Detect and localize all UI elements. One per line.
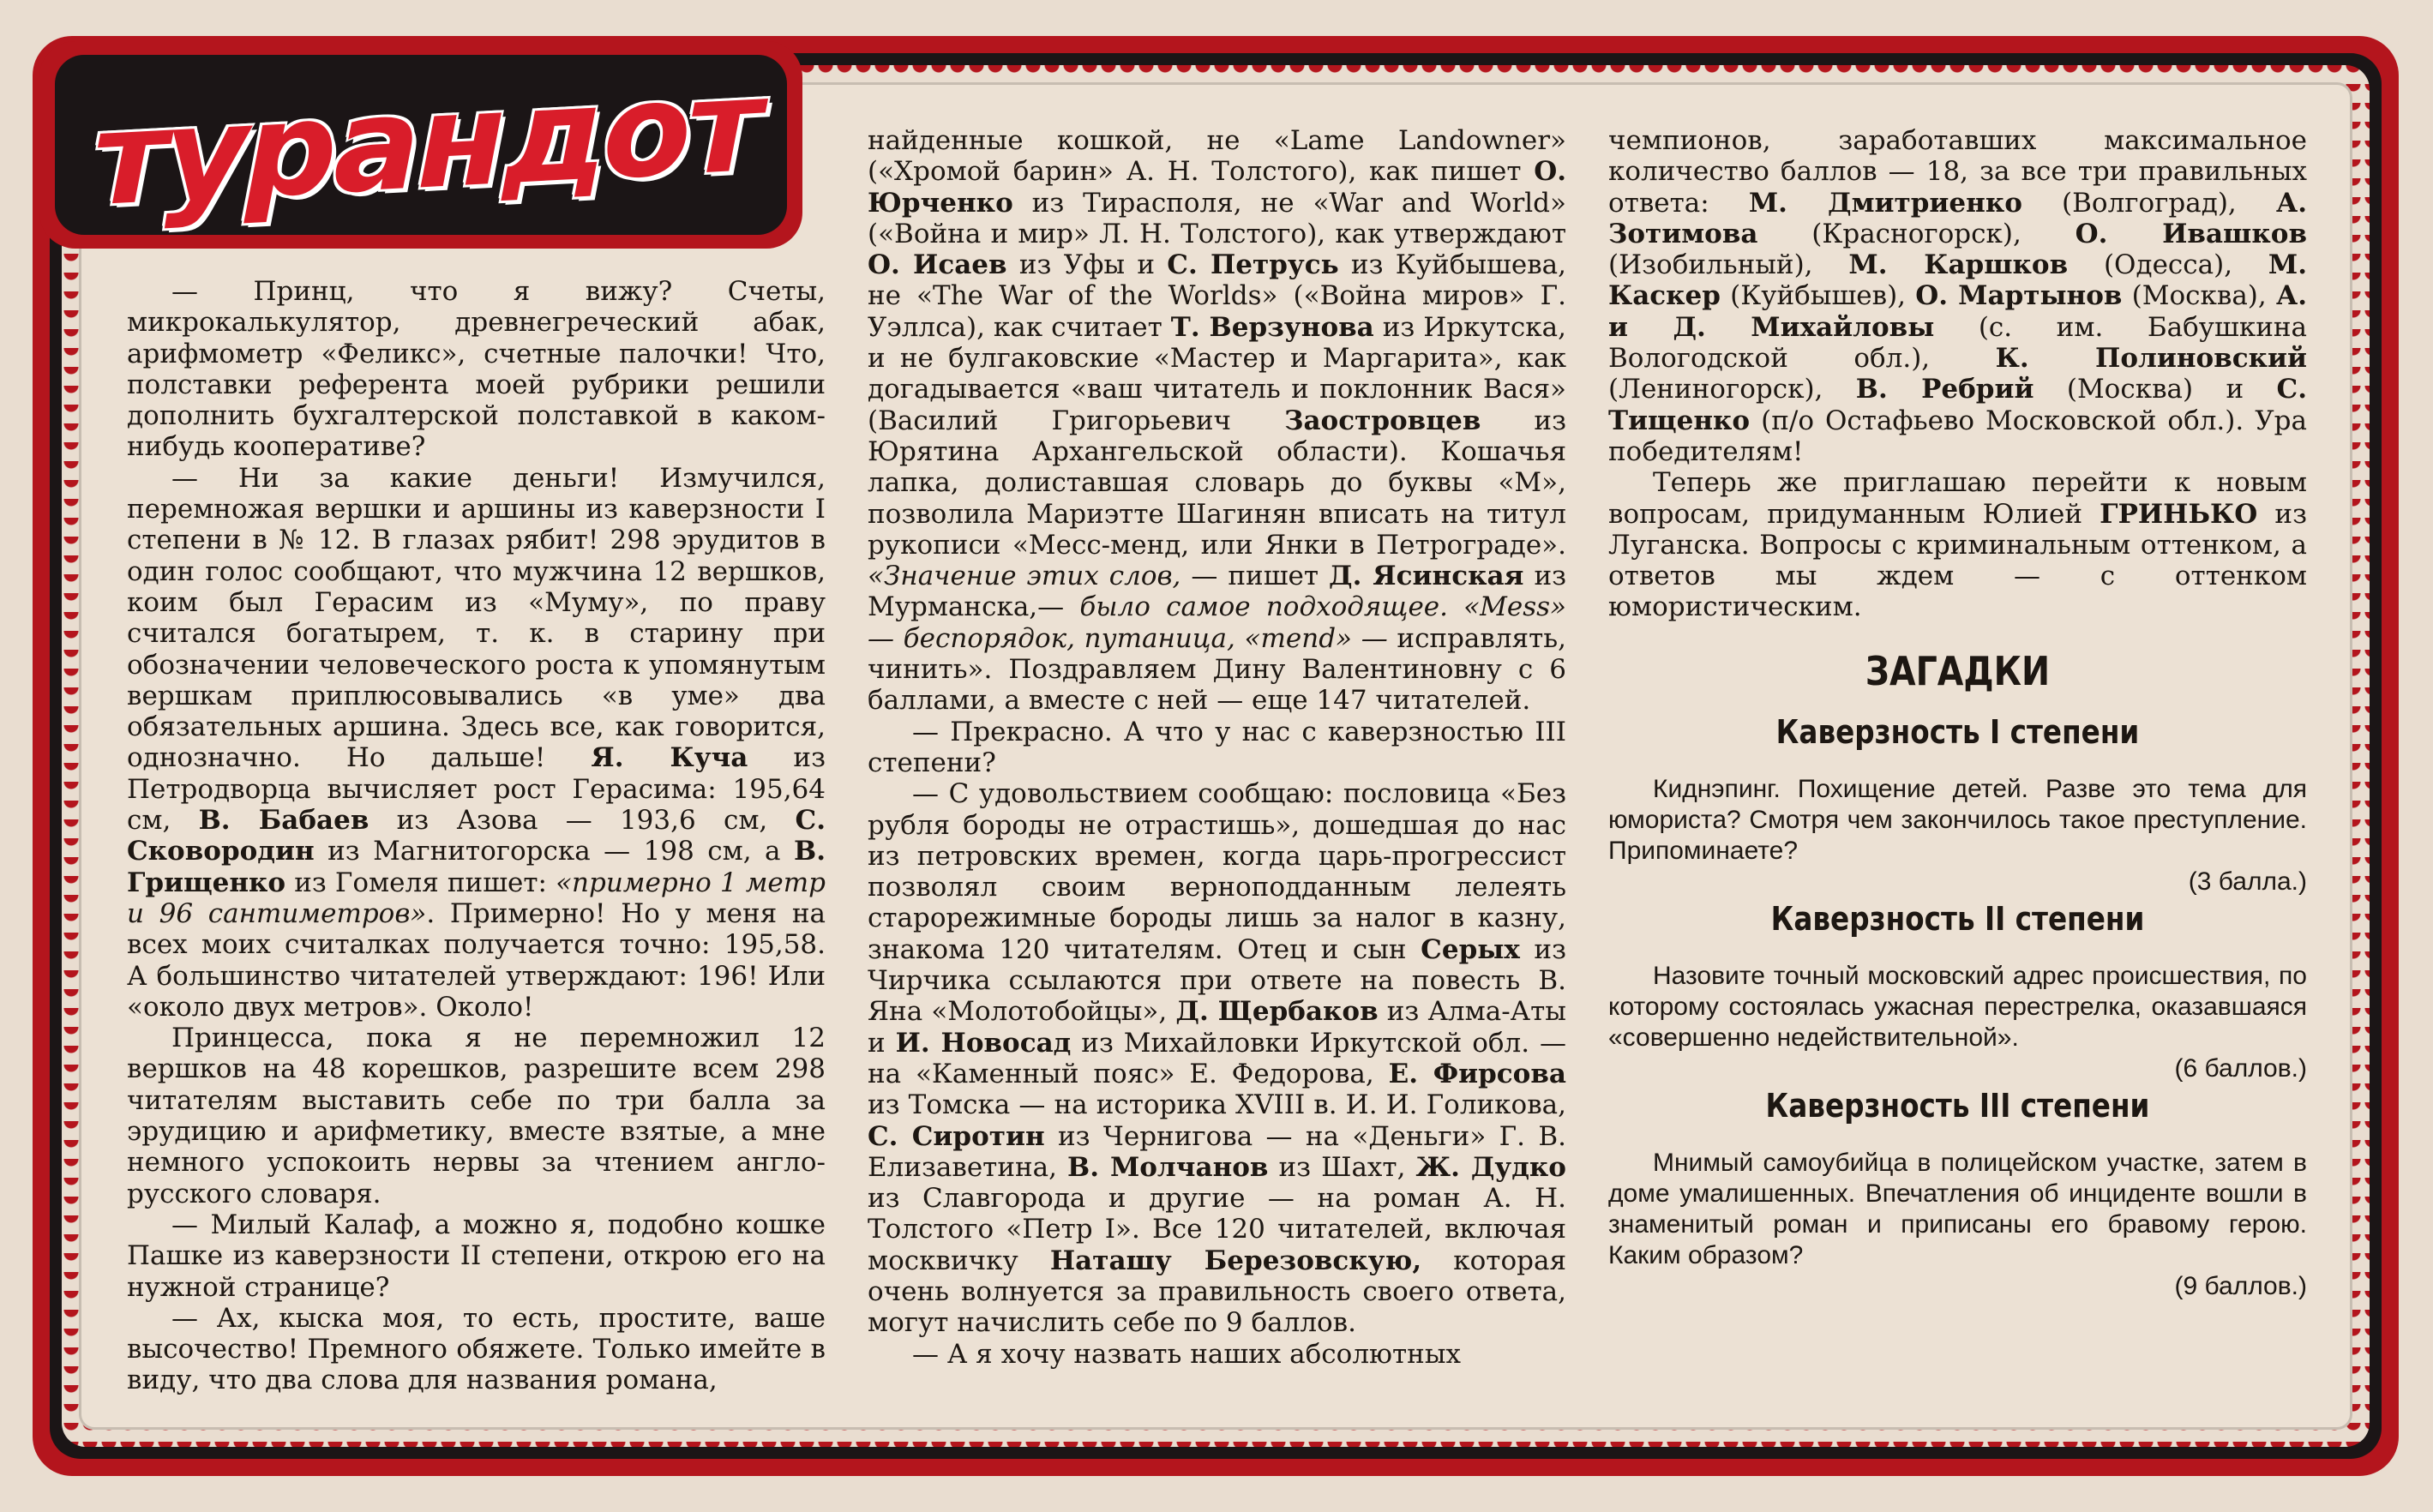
riddle-block-1: [1608, 711, 2307, 897]
rubric-logo: турандот: [93, 51, 760, 236]
paragraph: чемпионов, заработавших максимальное количество баллов — 18, за все три правильных ответа: М. Дмитриенко (Волгоград), А. Зотимова (Красногорск), О. Ивашков (Изобильный), М. Каршков (Одесса), М. Каскер (Куйбышев), О. Мартынов (Москва), А. и Д. Михайловы (с. им. Бабушкина Вологодской обл.), К. Полиновский (Лениногорск), В. Ребрий (Москва) и С. Тищенко (п/о Остафьево Московской обл.). Ура победителям!: [1608, 125, 2308, 467]
article-column-3: [1608, 125, 2307, 1302]
riddle-text: Мнимый самоубийца в полицейском участке, затем в доме умалишенных. Впечатления об инциденте вошли в знаменитый роман и приписаны его бравому герою. Каким образом?: [1608, 1148, 2307, 1269]
paragraph: — Принц, что я вижу? Счеты, микрокалькулятор, древнегреческий абак, арифмометр «Феликс», счетные палочки! Что, полставки референта моей рубрики решили дополнить бухгалтерской полставкой в каком-нибудь кооперативе?: [127, 276, 826, 463]
riddle-title: Каверзность I степени: [1775, 712, 2140, 751]
riddle-block-2: [1608, 897, 2307, 1084]
article-column-1: [127, 276, 826, 1396]
paragraph: — С удовольствием сообщаю: пословица «Без рубля бороды не отрастишь», дошедшая до нас из петровских времен, когда царь-прогрессист позволял своим верноподданным лелеять старорежимные бороды лишь за налог в казну, знакома 120 читателям. Отец и сын Серых из Чирчика ссылаются при ответе на повесть В. Яна «Молотобойцы», Д. Щербаков из Алма-Аты и И. Новосад из Михайловки Иркутской обл. — на «Каменный пояс» Е. Федорова, Е. Фирсова из Томска — на историка XVIII в. И. И. Голикова, С. Сиротин из Чернигова — на «Деньги» Г. В. Елизаветина, В. Молчанов из Шахт, Ж. Дудко из Славгорода и другие — на роман А. Н. Толстого «Петр I». Все 120 читателей, включая москвичку Наташу Березовскую, которая очень волнуется за правильность своего ответа, могут начислить себе по 9 баллов.: [868, 778, 1567, 1339]
riddle-title: Каверзность II степени: [1770, 899, 2145, 938]
paragraph: — Ни за какие деньги! Измучился, перемножая вершки и аршины из каверзности I степени в № 12. В глазах рябит! 298 эрудитов в один голос сообщают, что мужчина 12 вершков, коим был Герасим из «Муму», по праву считался богатырем, т. к. в старину при обозначении человеческого роста к упомянутым вершкам приплюсовывались «в уме» два обязательных аршина. Здесь все, как говорится, однозначно. Но дальше! Я. Куча из Петродворца вычисляет рост Герасима: 195,64 см, В. Бабаев из Азова — 193,6 см, С. Сковородин из Магнитогорска — 198 см, а В. Грищенко из Гомеля пишет: «примерно 1 метр и 96 сантиметров». Примерно! Но у меня на всех моих считалках получается точно: 195,58. А большинство читателей утверждают: 196! Или «около двух метров». Около!: [127, 462, 826, 1023]
riddle-text: Киднэпинг. Похищение детей. Разве это тема для юмориста? Смотря чем закончилось такое преступление. Припоминаете?: [1608, 774, 2307, 865]
paragraph: Принцесса, пока я не перемножил 12 вершков на 48 корешков, разрешите всем 298 читателям выставить себе по три балла за эрудицию и арифметику, вместе взятые, а мне немного успокоить нервы за чтением англо-русского словаря.: [127, 1023, 826, 1209]
riddles-heading: ЗАГАДКИ: [1865, 647, 2051, 694]
riddle-score: (9 баллов.): [2174, 1271, 2307, 1300]
paragraph: — А я хочу назвать наших абсолютных: [912, 1338, 1461, 1370]
paragraph: — Прекрасно. А что у нас с каверзностью III степени?: [868, 716, 1566, 778]
paragraph: Теперь же приглашаю перейти к новым вопросам, придуманным Юлией ГРИНЬКО из Луганска. Вопросы с криминальным оттенком, а ответов мы ждем — с оттенком юмористическим.: [1608, 467, 2307, 623]
riddle-score: (3 балла.): [2188, 867, 2307, 896]
riddle-text: Назовите точный московский адрес происшествия, по которому состоялась ужасная перестрелка, оказавшаяся «совершенно недействительной».: [1608, 961, 2307, 1052]
riddle-title: Каверзность III степени: [1765, 1086, 2150, 1125]
article-column-2: [868, 125, 1566, 1370]
paragraph: — Милый Калаф, а можно я, подобно кошке Пашке из каверзности II степени, открою его на нужной странице?: [127, 1209, 826, 1303]
riddle-score: (6 баллов.): [2174, 1053, 2307, 1083]
riddle-block-3: [1608, 1084, 2307, 1302]
paragraph: найденные кошкой, не «Lame Landowner» («Хромой барин» А. Н. Толстого), как пишет О. Юрченко из Тирасполя, не «War and World» («Война и мир» Л. Н. Толстого), как утверждают О. Исаев из Уфы и С. Петрусь из Куйбышева, не «The War of the Worlds» («Война миров» Г. Уэллса), как считает Т. Верзунова из Иркутска, и не булгаковские «Мастер и Маргарита», как догадывается «ваш читатель и поклонник Вася» (Василий Григорьевич Заостровцев из Юрятина Архангельской области). Кошачья лапка, долиставшая словарь до буквы «М», позволила Мариэтте Шагинян вписать на титул рукописи «Месс-менд, или Янки в Петрограде». «Значение этих слов, — пишет Д. Ясинская из Мурманска,— было самое подходящее. «Mess» — беспорядок, путаница, «mend» — исправлять, чинить». Поздравляем Дину Валентиновну с 6 баллами, а вместе с ней — еще 147 читателей.: [868, 125, 1567, 717]
paragraph: — Ах, кыска моя, то есть, простите, ваше высочество! Премного обяжете. Только имейте в виду, что два слова для названия романа,: [127, 1302, 826, 1396]
